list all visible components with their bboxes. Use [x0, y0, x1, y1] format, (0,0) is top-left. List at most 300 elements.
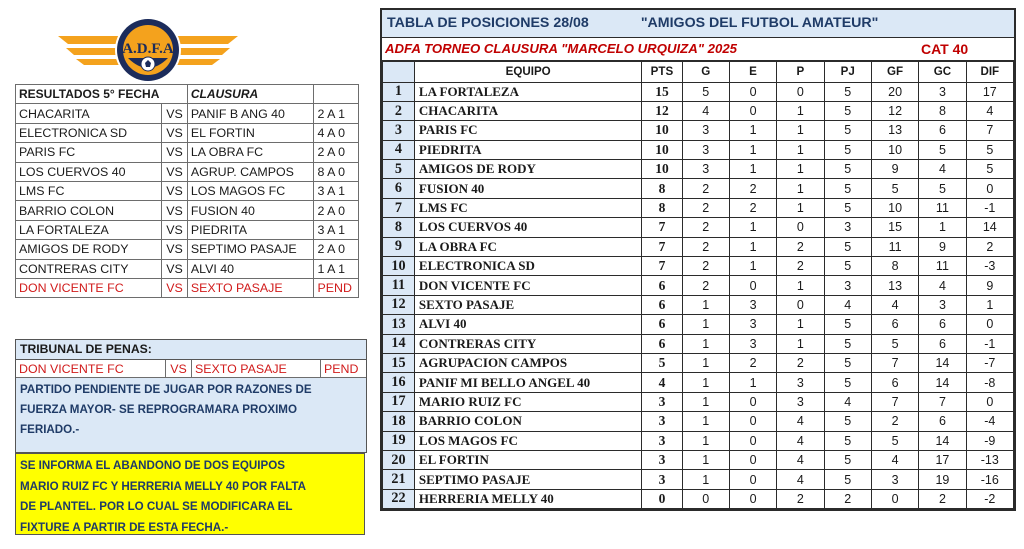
standing-position: 14 [383, 334, 415, 353]
standing-team: PIEDRITA [414, 140, 641, 159]
standings-row [383, 198, 1014, 217]
standing-goals-against: 4 [919, 160, 966, 179]
standing-played: 5 [824, 450, 871, 469]
result-score: PEND [314, 278, 359, 297]
standings-row [383, 431, 1014, 450]
standing-goal-diff: -16 [966, 470, 1013, 489]
standing-team: MARIO RUIZ FC [414, 392, 641, 411]
standing-played: 4 [824, 295, 871, 314]
standing-won: 2 [682, 198, 729, 217]
standing-played: 5 [824, 179, 871, 198]
standings-row [383, 412, 1014, 431]
standing-won: 0 [682, 489, 729, 508]
standing-points: 6 [642, 315, 682, 334]
result-score: 4 A 0 [314, 123, 359, 142]
result-vs: VS [162, 278, 188, 297]
result-home-team: ELECTRONICA SD [16, 123, 162, 142]
standing-points: 4 [642, 373, 682, 392]
standing-goals-against: 5 [919, 179, 966, 198]
standing-position: 1 [383, 82, 415, 101]
standing-goal-diff: 0 [966, 315, 1013, 334]
standing-points: 10 [642, 160, 682, 179]
standing-team: AGRUPACION CAMPOS [414, 353, 641, 372]
result-row [16, 143, 359, 162]
standing-drawn: 2 [729, 353, 776, 372]
standing-drawn: 3 [729, 334, 776, 353]
standing-points: 10 [642, 121, 682, 140]
standing-played: 2 [824, 489, 871, 508]
standing-lost: 0 [777, 218, 824, 237]
standing-lost: 4 [777, 470, 824, 489]
result-away-team: EL FORTIN [187, 123, 314, 142]
standing-points: 10 [642, 140, 682, 159]
standing-lost: 2 [777, 489, 824, 508]
standing-goals-against: 3 [919, 295, 966, 314]
standing-points: 6 [642, 276, 682, 295]
standing-goals-against: 4 [919, 276, 966, 295]
tribunal-note [16, 378, 366, 452]
result-home-team: BARRIO COLON [16, 201, 162, 220]
result-away-team: SEPTIMO PASAJE [187, 240, 314, 259]
standings-row [383, 334, 1014, 353]
standing-goals-for: 5 [871, 334, 918, 353]
header-dif: DIF [966, 62, 1013, 83]
standing-played: 5 [824, 140, 871, 159]
results-title: RESULTADOS 5° FECHA [16, 85, 188, 104]
result-vs: VS [162, 104, 188, 123]
standings-row [383, 315, 1014, 334]
standing-goals-for: 0 [871, 489, 918, 508]
result-away-team: FUSION 40 [187, 201, 314, 220]
standing-team: BARRIO COLON [414, 412, 641, 431]
standings-row [383, 257, 1014, 276]
standing-team: LA FORTALEZA [414, 82, 641, 101]
standing-drawn: 0 [729, 82, 776, 101]
result-away-team: PIEDRITA [187, 220, 314, 239]
standing-team: LOS CUERVOS 40 [414, 218, 641, 237]
standing-won: 1 [682, 334, 729, 353]
standing-position: 5 [383, 160, 415, 179]
standing-won: 1 [682, 315, 729, 334]
standing-position: 18 [383, 412, 415, 431]
standing-played: 5 [824, 315, 871, 334]
standing-points: 0 [642, 489, 682, 508]
standing-played: 5 [824, 257, 871, 276]
standing-points: 3 [642, 412, 682, 431]
standings-title-bar [382, 10, 1014, 38]
standing-drawn: 1 [729, 218, 776, 237]
standing-lost: 1 [777, 276, 824, 295]
standing-position: 7 [383, 198, 415, 217]
standing-goals-for: 7 [871, 353, 918, 372]
standings-header-row [383, 62, 1014, 83]
standing-lost: 1 [777, 198, 824, 217]
standing-drawn: 1 [729, 257, 776, 276]
standing-position: 4 [383, 140, 415, 159]
standing-team: ALVI 40 [414, 315, 641, 334]
standing-won: 1 [682, 295, 729, 314]
standing-drawn: 0 [729, 470, 776, 489]
standing-won: 3 [682, 121, 729, 140]
standing-points: 3 [642, 470, 682, 489]
standing-points: 3 [642, 450, 682, 469]
header-pts: PTS [642, 62, 682, 83]
standing-team: PANIF MI BELLO ANGEL 40 [414, 373, 641, 392]
standing-team: SEPTIMO PASAJE [414, 470, 641, 489]
standings-row [383, 179, 1014, 198]
standing-won: 1 [682, 470, 729, 489]
adfa-logo [58, 14, 238, 84]
standing-goals-for: 12 [871, 101, 918, 120]
standing-played: 4 [824, 392, 871, 411]
standing-lost: 1 [777, 101, 824, 120]
standing-goals-for: 15 [871, 218, 918, 237]
result-score: 2 A 0 [314, 240, 359, 259]
standing-team: HERRERIA MELLY 40 [414, 489, 641, 508]
result-vs: VS [162, 240, 188, 259]
standing-goals-against: 7 [919, 392, 966, 411]
tribunal-row [16, 360, 366, 378]
tribunal-note-line: FUERZA MAYOR- SE REPROGRAMARA PROXIMO [20, 403, 297, 416]
tribunal-result: PEND [321, 360, 367, 378]
results-table [15, 84, 359, 298]
standing-played: 5 [824, 353, 871, 372]
standing-goal-diff: -1 [966, 198, 1013, 217]
standing-drawn: 0 [729, 489, 776, 508]
standing-team: SEXTO PASAJE [414, 295, 641, 314]
header-team: EQUIPO [414, 62, 641, 83]
standing-points: 5 [642, 353, 682, 372]
standing-won: 1 [682, 353, 729, 372]
standing-position: 17 [383, 392, 415, 411]
standing-lost: 0 [777, 295, 824, 314]
standing-played: 5 [824, 160, 871, 179]
standing-drawn: 1 [729, 121, 776, 140]
standing-lost: 2 [777, 237, 824, 256]
standing-goal-diff: 17 [966, 82, 1013, 101]
standing-team: DON VICENTE FC [414, 276, 641, 295]
standing-goals-for: 4 [871, 450, 918, 469]
result-home-team: CHACARITA [16, 104, 162, 123]
standing-position: 16 [383, 373, 415, 392]
standing-won: 1 [682, 450, 729, 469]
standing-drawn: 1 [729, 237, 776, 256]
result-vs: VS [162, 162, 188, 181]
standing-goal-diff: -4 [966, 412, 1013, 431]
standing-drawn: 0 [729, 431, 776, 450]
standing-won: 2 [682, 179, 729, 198]
standing-goals-against: 6 [919, 315, 966, 334]
standing-goal-diff: -7 [966, 353, 1013, 372]
result-row [16, 181, 359, 200]
standing-played: 5 [824, 101, 871, 120]
standing-lost: 1 [777, 179, 824, 198]
standings-row [383, 450, 1014, 469]
standing-won: 2 [682, 276, 729, 295]
standing-goal-diff: -13 [966, 450, 1013, 469]
standing-played: 5 [824, 82, 871, 101]
standing-lost: 1 [777, 334, 824, 353]
standing-lost: 1 [777, 140, 824, 159]
standing-team: PARIS FC [414, 121, 641, 140]
standing-goals-for: 10 [871, 198, 918, 217]
standing-drawn: 1 [729, 140, 776, 159]
standing-goals-for: 3 [871, 470, 918, 489]
standing-drawn: 0 [729, 392, 776, 411]
tournament-subtitle-bar [382, 38, 1014, 61]
standing-drawn: 0 [729, 450, 776, 469]
standing-goals-for: 20 [871, 82, 918, 101]
standing-position: 15 [383, 353, 415, 372]
standing-goal-diff: 2 [966, 237, 1013, 256]
standing-drawn: 1 [729, 160, 776, 179]
standing-lost: 4 [777, 412, 824, 431]
standing-goal-diff: 7 [966, 121, 1013, 140]
standing-drawn: 1 [729, 373, 776, 392]
result-score: 1 A 1 [314, 259, 359, 278]
standing-won: 3 [682, 160, 729, 179]
result-vs: VS [162, 123, 188, 142]
result-away-team: LOS MAGOS FC [187, 181, 314, 200]
result-score: 3 A 1 [314, 220, 359, 239]
standing-points: 3 [642, 431, 682, 450]
standing-goals-for: 11 [871, 237, 918, 256]
standing-position: 21 [383, 470, 415, 489]
standings-panel [380, 8, 1016, 511]
standing-goals-against: 17 [919, 450, 966, 469]
standing-won: 2 [682, 237, 729, 256]
tribunal-panel [15, 339, 367, 453]
result-vs: VS [162, 181, 188, 200]
standing-lost: 4 [777, 431, 824, 450]
standing-team: EL FORTIN [414, 450, 641, 469]
result-score: 2 A 0 [314, 201, 359, 220]
result-row [16, 201, 359, 220]
header-p: P [777, 62, 824, 83]
standings-row [383, 276, 1014, 295]
result-row [16, 259, 359, 278]
standing-won: 1 [682, 412, 729, 431]
standing-goals-for: 13 [871, 276, 918, 295]
standing-points: 7 [642, 257, 682, 276]
standing-lost: 1 [777, 160, 824, 179]
standing-played: 3 [824, 276, 871, 295]
category-label: CAT 40 [921, 41, 969, 57]
standings-row [383, 353, 1014, 372]
result-vs: VS [162, 201, 188, 220]
standing-goals-against: 11 [919, 257, 966, 276]
standings-row [383, 392, 1014, 411]
standing-position: 3 [383, 121, 415, 140]
standing-points: 7 [642, 237, 682, 256]
standing-won: 5 [682, 82, 729, 101]
standing-position: 12 [383, 295, 415, 314]
header-pos [383, 62, 415, 83]
standing-goals-against: 6 [919, 121, 966, 140]
results-header-blank [314, 85, 359, 104]
standing-goals-for: 4 [871, 295, 918, 314]
standings-table [382, 61, 1014, 509]
header-gc: GC [919, 62, 966, 83]
notice-line: DE PLANTEL. POR LO CUAL SE MODIFICARA EL [20, 500, 293, 513]
standing-points: 8 [642, 198, 682, 217]
result-away-team: PANIF B ANG 40 [187, 104, 314, 123]
standing-drawn: 0 [729, 101, 776, 120]
result-score: 8 A 0 [314, 162, 359, 181]
standing-goals-for: 5 [871, 179, 918, 198]
standing-team: AMIGOS DE RODY [414, 160, 641, 179]
standings-row [383, 82, 1014, 101]
standing-team: CHACARITA [414, 101, 641, 120]
standing-goal-diff: 9 [966, 276, 1013, 295]
standings-row [383, 121, 1014, 140]
standing-played: 5 [824, 237, 871, 256]
standing-team: ELECTRONICA SD [414, 257, 641, 276]
result-row [16, 104, 359, 123]
notice-line: SE INFORMA EL ABANDONO DE DOS EQUIPOS [20, 459, 285, 472]
standing-goal-diff: -1 [966, 334, 1013, 353]
abandonment-notice [15, 453, 365, 535]
results-tournament: CLAUSURA [187, 85, 314, 104]
result-home-team: LOS CUERVOS 40 [16, 162, 162, 181]
standing-position: 9 [383, 237, 415, 256]
header-e: E [729, 62, 776, 83]
result-away-team: ALVI 40 [187, 259, 314, 278]
standings-row [383, 218, 1014, 237]
tribunal-home: DON VICENTE FC [16, 360, 166, 378]
standings-row [383, 489, 1014, 508]
standing-lost: 2 [777, 353, 824, 372]
tribunal-note-line: FERIADO.- [20, 423, 80, 436]
standing-team: CONTRERAS CITY [414, 334, 641, 353]
tribunal-away: SEXTO PASAJE [192, 360, 321, 378]
standing-points: 6 [642, 295, 682, 314]
standing-played: 5 [824, 431, 871, 450]
standing-drawn: 0 [729, 276, 776, 295]
result-home-team: DON VICENTE FC [16, 278, 162, 297]
standing-goals-for: 8 [871, 257, 918, 276]
standing-played: 3 [824, 218, 871, 237]
standing-played: 5 [824, 412, 871, 431]
standing-goals-for: 6 [871, 315, 918, 334]
standing-goals-against: 14 [919, 353, 966, 372]
standing-goal-diff: 0 [966, 179, 1013, 198]
tribunal-title: TRIBUNAL DE PENAS: [16, 340, 366, 360]
standing-drawn: 3 [729, 315, 776, 334]
result-home-team: PARIS FC [16, 143, 162, 162]
standing-goals-against: 14 [919, 431, 966, 450]
standing-position: 10 [383, 257, 415, 276]
result-row [16, 240, 359, 259]
header-g: G [682, 62, 729, 83]
standing-goals-against: 9 [919, 237, 966, 256]
standings-row [383, 237, 1014, 256]
standing-goals-for: 9 [871, 160, 918, 179]
league-name: "AMIGOS DEL FUTBOL AMATEUR" [640, 15, 879, 31]
standing-lost: 3 [777, 392, 824, 411]
standing-goals-against: 8 [919, 101, 966, 120]
standing-goals-against: 3 [919, 82, 966, 101]
result-vs: VS [162, 220, 188, 239]
standing-position: 19 [383, 431, 415, 450]
result-row [16, 220, 359, 239]
standing-lost: 4 [777, 450, 824, 469]
standing-goals-against: 14 [919, 373, 966, 392]
result-home-team: LMS FC [16, 181, 162, 200]
standings-title: TABLA DE POSICIONES 28/08 [387, 15, 589, 31]
standing-goals-for: 13 [871, 121, 918, 140]
standing-won: 4 [682, 101, 729, 120]
standing-won: 2 [682, 257, 729, 276]
standing-drawn: 2 [729, 179, 776, 198]
standing-goal-diff: 5 [966, 160, 1013, 179]
standing-drawn: 3 [729, 295, 776, 314]
standing-goal-diff: 1 [966, 295, 1013, 314]
standing-goal-diff: -2 [966, 489, 1013, 508]
standings-row [383, 140, 1014, 159]
standing-played: 5 [824, 198, 871, 217]
standing-goals-for: 2 [871, 412, 918, 431]
standing-won: 3 [682, 140, 729, 159]
standing-position: 8 [383, 218, 415, 237]
result-home-team: AMIGOS DE RODY [16, 240, 162, 259]
standing-goal-diff: -3 [966, 257, 1013, 276]
standing-goal-diff: 0 [966, 392, 1013, 411]
standing-goal-diff: 4 [966, 101, 1013, 120]
standings-row [383, 373, 1014, 392]
results-header-row [16, 85, 359, 104]
standing-position: 6 [383, 179, 415, 198]
header-gf: GF [871, 62, 918, 83]
result-row [16, 162, 359, 181]
notice-line: FIXTURE A PARTIR DE ESTA FECHA.- [20, 520, 229, 534]
standing-goals-against: 11 [919, 198, 966, 217]
standing-position: 20 [383, 450, 415, 469]
standing-points: 12 [642, 101, 682, 120]
standing-goal-diff: -8 [966, 373, 1013, 392]
standing-goals-against: 1 [919, 218, 966, 237]
standing-lost: 1 [777, 121, 824, 140]
tribunal-note-line: PARTIDO PENDIENTE DE JUGAR POR RAZONES DE [20, 383, 312, 396]
standing-lost: 3 [777, 373, 824, 392]
standing-played: 5 [824, 373, 871, 392]
standing-drawn: 0 [729, 412, 776, 431]
result-row [16, 123, 359, 142]
result-row [16, 278, 359, 297]
standing-played: 5 [824, 470, 871, 489]
standing-team: LMS FC [414, 198, 641, 217]
standing-points: 15 [642, 82, 682, 101]
standing-team: LA OBRA FC [414, 237, 641, 256]
standing-goals-against: 2 [919, 489, 966, 508]
standing-won: 1 [682, 431, 729, 450]
standing-lost: 2 [777, 257, 824, 276]
tribunal-match [16, 360, 366, 378]
standing-goal-diff: 5 [966, 140, 1013, 159]
standing-goals-for: 6 [871, 373, 918, 392]
standing-points: 3 [642, 392, 682, 411]
result-score: 2 A 0 [314, 143, 359, 162]
standing-drawn: 2 [729, 198, 776, 217]
header-pj: PJ [824, 62, 871, 83]
standing-goal-diff: -9 [966, 431, 1013, 450]
result-away-team: LA OBRA FC [187, 143, 314, 162]
standing-points: 6 [642, 334, 682, 353]
standings-row [383, 160, 1014, 179]
logo-text: A.D.F.A [122, 41, 174, 57]
standings-row [383, 295, 1014, 314]
result-score: 2 A 1 [314, 104, 359, 123]
